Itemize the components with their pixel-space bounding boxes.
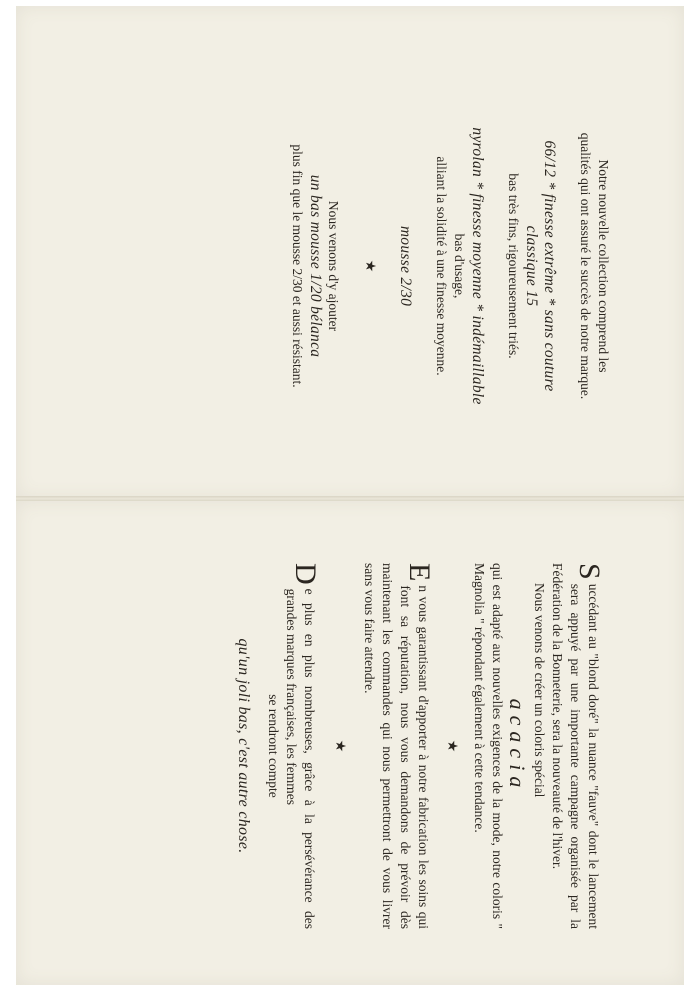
drop-cap-e: E: [403, 563, 436, 582]
rendront-compte: se rendront compte: [266, 694, 281, 798]
product-nyrolan-desc-2: alliant la solidité à une finesse moyenne.: [434, 156, 449, 376]
product-belanca: un bas mousse 1/20 bélanca: [307, 174, 324, 358]
product-belanca-desc: plus fin que le mousse 2/30 et aussi résistant.: [290, 144, 305, 388]
product-nyrolan-desc-1: bas d'usage,: [452, 233, 467, 299]
paragraph-fabrication: E n vous garantissant d'apporter à notre fabrication les soins qui font sa réputation, nous vous demandons de prévoir dès maintenant les commandes qui nous permettront de vous livrer sans vous faire attendre.: [362, 563, 436, 929]
top-page: [16, 6, 684, 498]
intro-line-2: qualités qui ont assuré le succès de notre marque.: [578, 132, 593, 400]
bottom-page: [16, 501, 684, 985]
paragraph-coloris-intro: Nous venons de créer un coloris spécial: [532, 583, 547, 798]
product-nyrolan: nyrolan * finesse moyenne * indémaillable: [469, 127, 486, 405]
addition-intro: Nous venons d'y ajouter: [326, 200, 341, 332]
paragraph-femmes: D e plus en plus nombreuses, grâce à la persévérance des grandes marques françaises, les femmes: [284, 563, 322, 929]
star-ornament-icon: ★: [444, 739, 459, 753]
star-ornament-icon: ★: [332, 739, 347, 753]
drop-cap-d: D: [289, 563, 322, 585]
product-classique-15: classique 15: [523, 225, 540, 307]
coloris-acacia: acacia: [505, 698, 530, 794]
product-mousse-2-30: mousse 2/30: [397, 225, 414, 307]
closing-slogan: qu'un joli bas, c'est autre chose.: [235, 638, 252, 854]
drop-cap-s: S: [573, 563, 606, 580]
product-66-12: 66/12 * finesse extrême * sans couture: [541, 140, 558, 392]
star-ornament-icon: ★: [362, 259, 377, 273]
intro-line-1: Notre nouvelle collection comprend les: [596, 159, 611, 373]
product-66-12-desc: bas très fins, rigoureusement triés.: [506, 173, 521, 359]
paragraph-fauve: S uccédant au "blond doré" la nuance "fauve" dont le lancement sera appuyé par une importante campagne organisée par la Fédération de la Bonneterie, sera la nouveauté de l'hiver.: [550, 563, 606, 929]
paragraph-magnolia: qui est adapté aux nouvelles exigences de la mode, notre coloris " Magnolia " répondant également à cette tendance.: [472, 563, 505, 929]
